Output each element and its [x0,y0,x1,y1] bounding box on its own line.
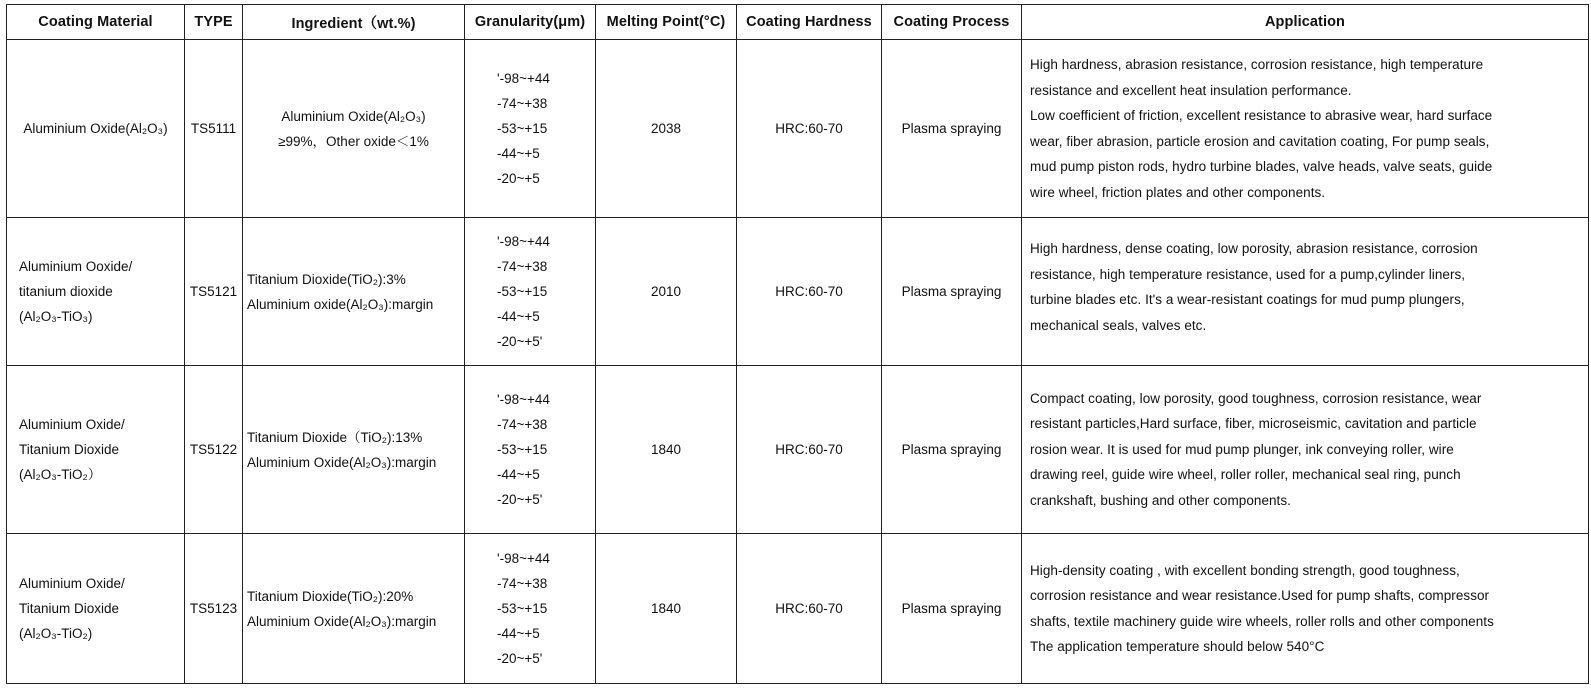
cell-melting-point: 2010 [596,218,737,366]
material-line: (Al₂O₃-TiO₂） [19,467,102,482]
cell-coating-material [7,534,185,684]
granularity-line: -53~+15 [497,442,548,457]
application-line: shafts, textile machinery guide wire wheels, roller rolls and other components [1030,613,1494,629]
cell-melting-point: 1840 [596,534,737,684]
ingredient-line: Aluminium Oxide(Al₂O₃) [281,108,426,124]
ingredient-line: Titanium Dioxide（TiO₂):13% [247,429,423,445]
header-granularity: Granularity(μm) [465,5,596,40]
granularity-line: -74~+38 [497,576,548,591]
table-row [7,534,1589,684]
application-line: wear, fiber abrasion, particle erosion and cavitation coating, For pump seals, [1030,133,1490,149]
material-line: Titanium Dioxide [19,442,120,457]
cell-melting-point: 1840 [596,366,737,534]
granularity-line: '-98~+44 [497,392,550,407]
granularity-line: -44~+5 [497,467,540,482]
application-line: resistant particles,Hard surface, fiber, microseismic, cavitation and particle [1030,416,1477,432]
application-line: mechanical seals, valves etc. [1030,317,1207,333]
table-row [7,366,1589,534]
application-line: rosion wear. It is used for mud pump plunger, ink conveying roller, wire [1030,441,1454,457]
material-line: Aluminium Ooxide/ [19,259,133,274]
ingredient-line: Titanium Dioxide(TiO₂):3% [247,271,406,287]
application-line: The application temperature should below 540°C [1030,639,1325,654]
granularity-line: -20~+5' [497,651,543,666]
granularity-line: -53~+15 [497,284,548,299]
ingredient-line: Aluminium Oxide(Al₂O₃):margin [247,454,437,470]
cell-coating-hardness: HRC:60-70 [737,218,882,366]
cell-application [1022,218,1589,366]
application-line: wire wheel, friction plates and other components. [1030,184,1326,200]
cell-coating-material [7,40,185,218]
application-line: High hardness, dense coating, low porosity, abrasion resistance, corrosion [1030,241,1478,256]
cell-application [1022,366,1589,534]
ingredient-line: Aluminium Oxide(Al₂O₃):margin [247,613,437,629]
material-line: Titanium Dioxide [19,601,120,616]
cell-ingredient [243,534,465,684]
cell-ingredient [243,366,465,534]
cell-application [1022,40,1589,218]
cell-granularity [465,40,596,218]
granularity-line: '-98~+44 [497,71,550,86]
cell-granularity [465,366,596,534]
granularity-line: -74~+38 [497,259,548,274]
application-line: mud pump piston rods, hydro turbine blades, valve heads, valve seats, guide [1030,159,1493,174]
granularity-line: '-98~+44 [497,234,550,249]
cell-coating-material [7,218,185,366]
cell-coating-material [7,366,185,534]
cell-application [1022,534,1589,684]
cell-coating-hardness: HRC:60-70 [737,534,882,684]
cell-granularity [465,218,596,366]
cell-type: TS5111 [185,40,243,218]
cell-coating-process: Plasma spraying [882,218,1022,366]
cell-type: TS5121 [185,218,243,366]
cell-granularity [465,534,596,684]
granularity-line: -53~+15 [497,121,548,136]
table-header-row [7,5,1589,40]
ingredient-line: ≥99%，Other oxide＜1% [278,133,429,149]
granularity-line: -20~+5' [497,492,543,507]
material-line: Aluminium Oxide/ [19,417,125,432]
granularity-line: -53~+15 [497,601,548,616]
application-line: crankshaft, bushing and other components. [1030,492,1291,508]
cell-ingredient [243,40,465,218]
ingredient-line: Aluminium oxide(Al₂O₃):margin [247,296,434,312]
application-line: High-density coating , with excellent bonding strength, good toughness, [1030,562,1460,578]
material-line: Aluminium Oxide(Al₂O₃) [23,121,168,136]
cell-ingredient [243,218,465,366]
application-line: resistance, high temperature resistance, used for a pump,cylinder liners, [1030,266,1466,282]
application-line: corrosion resistance and wear resistance.Used for pump shafts, compressor [1030,588,1490,603]
cell-type: TS5122 [185,366,243,534]
table-row [7,40,1589,218]
header-coating-material: Coating Material [7,5,185,40]
cell-coating-hardness: HRC:60-70 [737,40,882,218]
coating-spec-table [6,4,1589,684]
application-line: Compact coating, low porosity, good toughness, corrosion resistance, wear [1030,390,1482,406]
application-line: turbine blades etc. It's a wear-resistant coatings for mud pump plungers, [1030,292,1465,307]
table-row [7,218,1589,366]
application-line: drawing reel, guide wire wheel, roller roller, mechanical seal ring, punch [1030,467,1461,483]
cell-coating-process: Plasma spraying [882,366,1022,534]
header-application: Application [1022,5,1589,40]
granularity-line: -74~+38 [497,417,548,432]
granularity-line: -20~+5' [497,334,543,349]
granularity-line: -44~+5 [497,626,540,641]
ingredient-line: Titanium Dioxide(TiO₂):20% [247,588,414,604]
granularity-line: -74~+38 [497,96,548,111]
header-melting-point: Melting Point(°C) [596,5,737,40]
granularity-line: -20~+5 [497,171,540,186]
cell-coating-process: Plasma spraying [882,534,1022,684]
application-line: resistance and excellent heat insulation performance. [1030,82,1352,98]
header-ingredient: Ingredient（wt.%) [243,5,465,40]
material-line: (Al₂O₃-TiO₃) [19,309,93,324]
application-line: High hardness, abrasion resistance, corrosion resistance, high temperature [1030,57,1484,72]
header-coating-process: Coating Process [882,5,1022,40]
granularity-line: '-98~+44 [497,551,550,566]
material-line: titanium dioxide [19,284,113,299]
header-coating-hardness: Coating Hardness [737,5,882,40]
material-line: Aluminium Oxide/ [19,576,125,591]
cell-melting-point: 2038 [596,40,737,218]
granularity-line: -44~+5 [497,309,540,324]
cell-type: TS5123 [185,534,243,684]
granularity-line: -44~+5 [497,146,540,161]
cell-coating-process: Plasma spraying [882,40,1022,218]
material-line: (Al₂O₃-TiO₂) [19,626,93,641]
cell-coating-hardness: HRC:60-70 [737,366,882,534]
header-type: TYPE [185,5,243,40]
application-line: Low coefficient of friction, excellent resistance to abrasive wear, hard surface [1030,108,1493,123]
